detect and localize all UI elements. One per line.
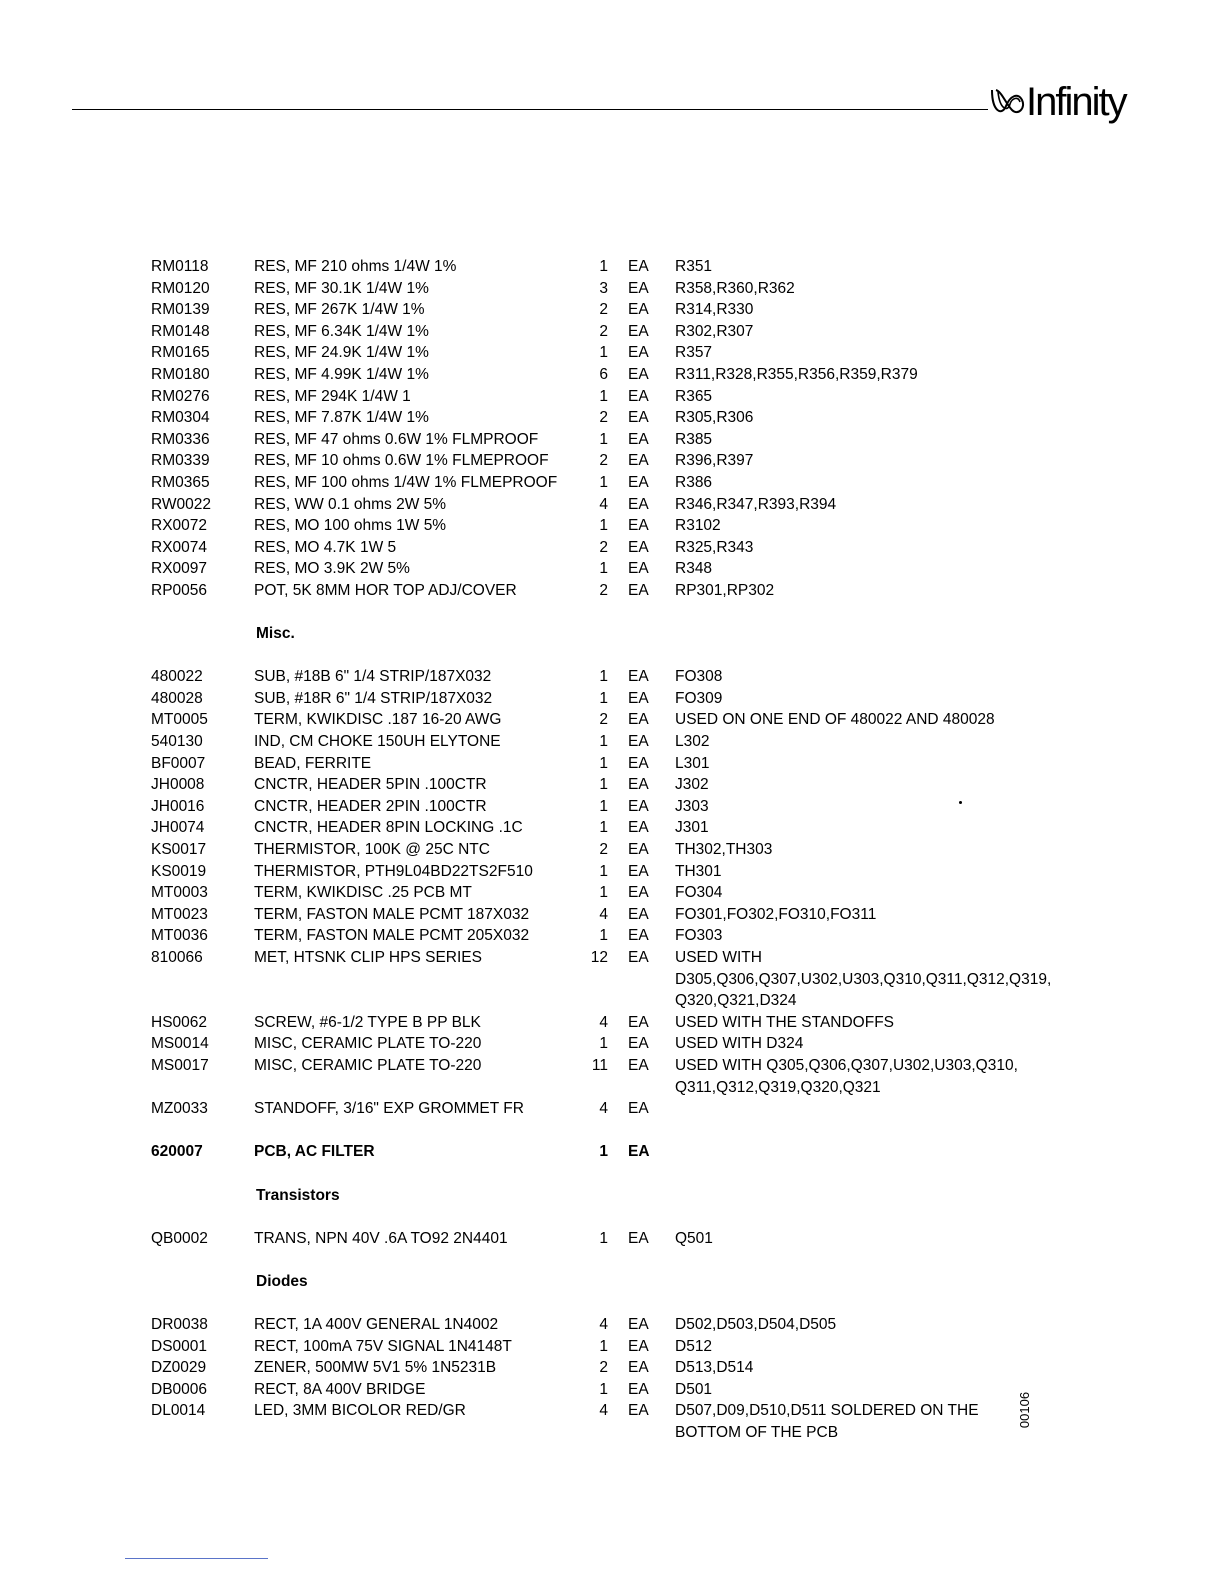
table-row: [0, 947, 1224, 969]
part-unit: EA: [628, 689, 649, 707]
part-unit: EA: [628, 1229, 649, 1247]
part-quantity: 1: [599, 344, 608, 362]
part-unit: EA: [628, 1316, 649, 1334]
part-quantity: 3: [599, 279, 608, 297]
part-unit: EA: [628, 560, 649, 578]
part-reference: USED ON ONE END OF 480022 AND 480028: [675, 711, 995, 729]
part-reference: USED WITH THE STANDOFFS: [675, 1013, 895, 1031]
table-row: [0, 1228, 1224, 1250]
table-row: [0, 342, 1224, 364]
part-unit: EA: [628, 1013, 649, 1031]
part-quantity: 2: [599, 452, 608, 470]
part-reference: FO301,FO302,FO310,FO311: [675, 905, 877, 923]
part-description: IND, CM CHOKE 150UH ELYTONE: [254, 733, 501, 751]
part-number: KS0019: [151, 862, 207, 880]
part-number: MT0036: [151, 927, 208, 945]
part-description: RES, MO 100 ohms 1W 5%: [254, 517, 447, 535]
part-quantity: 1: [599, 1337, 608, 1355]
part-description: THERMISTOR, 100K @ 25C NTC: [254, 841, 490, 859]
table-row: [0, 1336, 1224, 1358]
part-quantity: 2: [599, 1359, 608, 1377]
part-unit: EA: [628, 819, 649, 837]
part-unit: EA: [628, 1337, 649, 1355]
part-reference: D513,D514: [675, 1359, 754, 1377]
table-row-continuation: [0, 990, 1224, 1012]
table-row: [0, 666, 1224, 688]
part-unit: EA: [628, 797, 649, 815]
part-number: MT0003: [151, 884, 208, 902]
part-description: SUB, #18R 6" 1/4 STRIP/187X032: [254, 689, 493, 707]
part-quantity: 4: [599, 1402, 608, 1420]
part-description: RES, MF 47 ohms 0.6W 1% FLMPROOF: [254, 430, 539, 448]
part-quantity: 1: [599, 689, 608, 707]
brand-name: Infinity: [1026, 80, 1126, 124]
table-row: [0, 1012, 1224, 1034]
part-number: DZ0029: [151, 1359, 207, 1377]
table-row: [0, 817, 1224, 839]
part-number: 480022: [151, 668, 203, 686]
part-number: 810066: [151, 949, 203, 966]
part-unit: EA: [628, 495, 649, 513]
part-reference: USED WITH Q305,Q306,Q307,U302,U303,Q310,: [675, 1056, 1018, 1074]
part-description: BEAD, FERRITE: [254, 754, 372, 772]
part-reference: R3102: [675, 517, 721, 535]
part-unit: EA: [628, 1380, 649, 1398]
part-quantity: 1: [599, 1143, 608, 1161]
part-quantity: 1: [599, 517, 608, 535]
part-quantity: 2: [599, 581, 608, 599]
part-description: ZENER, 500MW 5V1 5% 1N5231B: [254, 1359, 497, 1377]
section-heading-misc: Misc.: [256, 625, 295, 643]
part-description: CNCTR, HEADER 5PIN .100CTR: [254, 776, 487, 794]
part-description: RES, WW 0.1 ohms 2W 5%: [254, 495, 447, 513]
part-reference: R314,R330: [675, 301, 754, 319]
part-number: MT0023: [151, 905, 208, 923]
part-reference: R351: [675, 258, 713, 275]
part-reference: RP301,RP302: [675, 581, 775, 599]
part-reference: D305,Q306,Q307,U302,U303,Q310,Q311,Q312,Q319,: [675, 970, 1052, 988]
table-row: [0, 450, 1224, 472]
part-number: DS0001: [151, 1337, 208, 1355]
table-row: [0, 386, 1224, 408]
part-number: RM0180: [151, 365, 210, 383]
part-quantity: 4: [599, 495, 608, 513]
part-quantity: 1: [599, 430, 608, 448]
infinity-logo-icon: [988, 82, 1028, 122]
table-row: [0, 407, 1224, 429]
part-unit: EA: [628, 884, 649, 902]
table-row: [0, 796, 1224, 818]
table-row: [0, 1357, 1224, 1379]
part-reference: D502,D503,D504,D505: [675, 1316, 837, 1334]
part-number: RM0120: [151, 279, 210, 297]
table-row: [0, 537, 1224, 559]
table-row: [0, 580, 1224, 602]
part-quantity: 1: [599, 1035, 608, 1053]
pcb-row: [0, 1141, 1224, 1163]
part-description: TERM, FASTON MALE PCMT 187X032: [254, 905, 530, 923]
part-reference: R396,R397: [675, 452, 754, 470]
part-number: JH0016: [151, 797, 205, 815]
table-row: [0, 494, 1224, 516]
part-number: KS0017: [151, 841, 207, 859]
part-reference: R385: [675, 430, 713, 448]
part-quantity: 11: [591, 1056, 608, 1074]
part-description: CNCTR, HEADER 8PIN LOCKING .1C: [254, 819, 523, 837]
part-description: RES, MF 210 ohms 1/4W 1%: [254, 258, 457, 275]
part-unit: EA: [628, 862, 649, 880]
part-quantity: 1: [599, 927, 608, 945]
section-heading-transistors: Transistors: [256, 1186, 340, 1204]
part-unit: EA: [628, 733, 649, 751]
part-reference: R346,R347,R393,R394: [675, 495, 837, 513]
table-row: [0, 515, 1224, 537]
part-reference: USED WITH: [675, 949, 762, 966]
part-number: MT0005: [151, 711, 208, 729]
part-reference: R311,R328,R355,R356,R359,R379: [675, 365, 918, 383]
part-reference: L302: [675, 733, 710, 751]
table-row: [0, 774, 1224, 796]
part-reference: FO308: [675, 668, 723, 686]
part-number: RM0165: [151, 344, 210, 362]
table-row: [0, 753, 1224, 775]
table-row: [0, 1098, 1224, 1120]
part-reference: J301: [675, 819, 709, 837]
part-number: JH0008: [151, 776, 205, 794]
part-unit: EA: [628, 841, 649, 859]
part-unit: EA: [628, 301, 649, 319]
part-description: TERM, KWIKDISC .25 PCB MT: [254, 884, 472, 902]
part-quantity: 2: [599, 841, 608, 859]
table-row: [0, 278, 1224, 300]
part-description: RES, MF 294K 1/4W 1: [254, 387, 411, 405]
brand-logo: [988, 74, 1126, 122]
part-description: RES, MF 4.99K 1/4W 1%: [254, 365, 429, 383]
table-row: [0, 299, 1224, 321]
part-number: RX0097: [151, 560, 208, 578]
part-reference: R348: [675, 560, 713, 578]
part-number: BF0007: [151, 754, 206, 772]
part-unit: EA: [628, 430, 649, 448]
part-reference: D501: [675, 1380, 713, 1398]
part-unit: EA: [628, 949, 649, 966]
part-quantity: 4: [599, 1100, 608, 1118]
part-quantity: 1: [599, 258, 608, 275]
table-row: [0, 688, 1224, 710]
table-row: [0, 882, 1224, 904]
part-description: RES, MF 267K 1/4W 1%: [254, 301, 425, 319]
part-quantity: 1: [599, 797, 608, 815]
part-unit: EA: [628, 538, 649, 556]
part-description: MISC, CERAMIC PLATE TO-220: [254, 1056, 482, 1074]
part-number: RM0139: [151, 301, 210, 319]
part-reference: R325,R343: [675, 538, 754, 556]
part-reference: R305,R306: [675, 409, 754, 427]
part-number: 620007: [151, 1143, 203, 1161]
part-unit: EA: [628, 344, 649, 362]
part-reference: J303: [675, 797, 709, 815]
parts-list: [0, 256, 1224, 1444]
part-unit: EA: [628, 754, 649, 772]
part-reference: D512: [675, 1337, 713, 1355]
table-row: [0, 429, 1224, 451]
resistor-section: [0, 256, 1224, 602]
part-quantity: 1: [599, 387, 608, 405]
part-number: JH0074: [151, 819, 205, 837]
table-row: [0, 364, 1224, 386]
table-row: [0, 925, 1224, 947]
part-number: HS0062: [151, 1013, 208, 1031]
part-description: TERM, FASTON MALE PCMT 205X032: [254, 927, 530, 945]
part-description: SCREW, #6-1/2 TYPE B PP BLK: [254, 1013, 481, 1031]
part-number: DR0038: [151, 1316, 208, 1334]
part-number: RP0056: [151, 581, 208, 599]
part-unit: EA: [628, 581, 649, 599]
part-unit: EA: [628, 279, 649, 297]
section-heading-diodes: Diodes: [256, 1272, 308, 1290]
table-row: [0, 861, 1224, 883]
part-description: RECT, 1A 400V GENERAL 1N4002: [254, 1316, 499, 1334]
part-description: RES, MF 100 ohms 1/4W 1% FLMEPROOF: [254, 473, 558, 491]
part-reference: FO309: [675, 689, 723, 707]
table-row: [0, 256, 1224, 278]
table-row: [0, 1033, 1224, 1055]
part-number: DB0006: [151, 1380, 208, 1398]
part-quantity: 4: [599, 1013, 608, 1031]
part-reference: FO303: [675, 927, 723, 945]
part-unit: EA: [628, 387, 649, 405]
part-description: RES, MF 30.1K 1/4W 1%: [254, 279, 429, 297]
part-number: MS0014: [151, 1035, 209, 1053]
table-row: [0, 1314, 1224, 1336]
part-description: RES, MF 24.9K 1/4W 1%: [254, 344, 429, 362]
part-description: SUB, #18B 6" 1/4 STRIP/187X032: [254, 668, 492, 686]
part-quantity: 1: [599, 754, 608, 772]
table-row: [0, 558, 1224, 580]
table-row: [0, 731, 1224, 753]
part-quantity: 12: [590, 949, 608, 966]
part-number: RM0304: [151, 409, 210, 427]
part-unit: EA: [628, 1402, 649, 1420]
part-description: MISC, CERAMIC PLATE TO-220: [254, 1035, 482, 1053]
footer-rule: [125, 1558, 268, 1559]
part-reference: Q501: [675, 1229, 713, 1247]
part-quantity: 2: [599, 301, 608, 319]
header-rule: [72, 109, 988, 110]
part-unit: EA: [628, 927, 649, 945]
table-row: [0, 321, 1224, 343]
part-number: RX0074: [151, 538, 208, 556]
part-number: DL0014: [151, 1402, 206, 1420]
part-quantity: 1: [599, 862, 608, 880]
table-row: [0, 839, 1224, 861]
part-quantity: 1: [599, 733, 608, 751]
part-quantity: 6: [599, 365, 608, 383]
part-quantity: 4: [599, 1316, 608, 1334]
part-reference: FO304: [675, 884, 723, 902]
part-quantity: 2: [599, 538, 608, 556]
part-description: POT, 5K 8MM HOR TOP ADJ/COVER: [254, 581, 517, 599]
part-unit: EA: [628, 668, 649, 686]
part-description: RES, MF 7.87K 1/4W 1%: [254, 409, 429, 427]
part-number: MS0017: [151, 1056, 209, 1074]
part-reference: D507,D09,D510,D511 SOLDERED ON THE: [675, 1402, 979, 1420]
part-quantity: 1: [599, 1380, 608, 1398]
part-unit: EA: [628, 365, 649, 383]
part-unit: EA: [628, 473, 649, 491]
part-description: RECT, 8A 400V BRIDGE: [254, 1380, 426, 1398]
part-quantity: 1: [599, 776, 608, 794]
part-reference: R386: [675, 473, 713, 491]
part-unit: EA: [628, 776, 649, 794]
part-description: TRANS, NPN 40V .6A TO92 2N4401: [254, 1229, 508, 1247]
part-reference: TH301: [675, 862, 722, 880]
part-reference: Q311,Q312,Q319,Q320,Q321: [675, 1078, 881, 1096]
part-quantity: 2: [599, 711, 608, 729]
part-unit: EA: [628, 1056, 649, 1074]
part-description: RES, MO 3.9K 2W 5%: [254, 560, 410, 578]
part-quantity: 1: [599, 884, 608, 902]
table-row: [0, 472, 1224, 494]
part-number: RM0276: [151, 387, 210, 405]
part-quantity: 2: [599, 409, 608, 427]
part-unit: EA: [628, 1100, 649, 1118]
part-reference: R357: [675, 344, 713, 362]
part-description: TERM, KWIKDISC .187 16-20 AWG: [254, 711, 502, 729]
part-reference: J302: [675, 776, 709, 794]
part-description: THERMISTOR, PTH9L04BD22TS2F510: [254, 862, 533, 880]
part-reference: L301: [675, 754, 710, 772]
part-number: RM0148: [151, 322, 210, 340]
part-number: RW0022: [151, 495, 212, 513]
part-reference: R365: [675, 387, 713, 405]
part-reference: R358,R360,R362: [675, 279, 795, 297]
part-description: RES, MO 4.7K 1W 5: [254, 538, 397, 556]
part-unit: EA: [628, 1143, 650, 1161]
part-number: RX0072: [151, 517, 208, 535]
table-row: [0, 1055, 1224, 1077]
part-reference: R302,R307: [675, 322, 754, 340]
part-unit: EA: [628, 452, 649, 470]
part-unit: EA: [628, 711, 649, 729]
part-unit: EA: [628, 258, 649, 275]
table-row-continuation: [0, 969, 1224, 991]
part-quantity: 1: [599, 819, 608, 837]
part-description: STANDOFF, 3/16" EXP GROMMET FR: [254, 1100, 524, 1118]
part-description: RECT, 100mA 75V SIGNAL 1N4148T: [254, 1337, 512, 1355]
part-quantity: 1: [599, 473, 608, 491]
part-number: RM0365: [151, 473, 210, 491]
part-reference: USED WITH D324: [675, 1035, 804, 1053]
part-description: RES, MF 10 ohms 0.6W 1% FLMEPROOF: [254, 452, 549, 470]
document-code: 00106: [1016, 1391, 1032, 1429]
table-row: [0, 709, 1224, 731]
part-reference: BOTTOM OF THE PCB: [675, 1424, 839, 1442]
misc-section: [0, 666, 1224, 1119]
part-number: 480028: [151, 689, 203, 707]
part-number: QB0002: [151, 1229, 208, 1247]
transistor-section: [0, 1228, 1224, 1250]
part-number: MZ0033: [151, 1100, 208, 1118]
part-number: RM0336: [151, 430, 210, 448]
part-description: MET, HTSNK CLIP HPS SERIES: [254, 949, 482, 966]
part-number: RM0339: [151, 452, 210, 470]
part-unit: EA: [628, 517, 649, 535]
part-quantity: 1: [599, 560, 608, 578]
part-quantity: 2: [599, 322, 608, 340]
part-description: RES, MF 6.34K 1/4W 1%: [254, 322, 429, 340]
part-unit: EA: [628, 409, 649, 427]
part-unit: EA: [628, 1035, 649, 1053]
part-reference: Q320,Q321,D324: [675, 992, 797, 1010]
part-unit: EA: [628, 1359, 649, 1377]
part-quantity: 1: [599, 1229, 608, 1247]
part-quantity: 4: [599, 905, 608, 923]
part-description: CNCTR, HEADER 2PIN .100CTR: [254, 797, 487, 815]
table-row: [0, 904, 1224, 926]
part-number: RM0118: [151, 258, 209, 275]
part-unit: EA: [628, 905, 649, 923]
part-description: LED, 3MM BICOLOR RED/GR: [254, 1402, 466, 1420]
scan-speck: [959, 801, 962, 804]
part-quantity: 1: [599, 668, 608, 686]
part-number: 540130: [151, 733, 203, 751]
table-row-continuation: [0, 1077, 1224, 1099]
part-unit: EA: [628, 322, 649, 340]
part-reference: TH302,TH303: [675, 841, 773, 859]
part-description: PCB, AC FILTER: [254, 1143, 375, 1161]
